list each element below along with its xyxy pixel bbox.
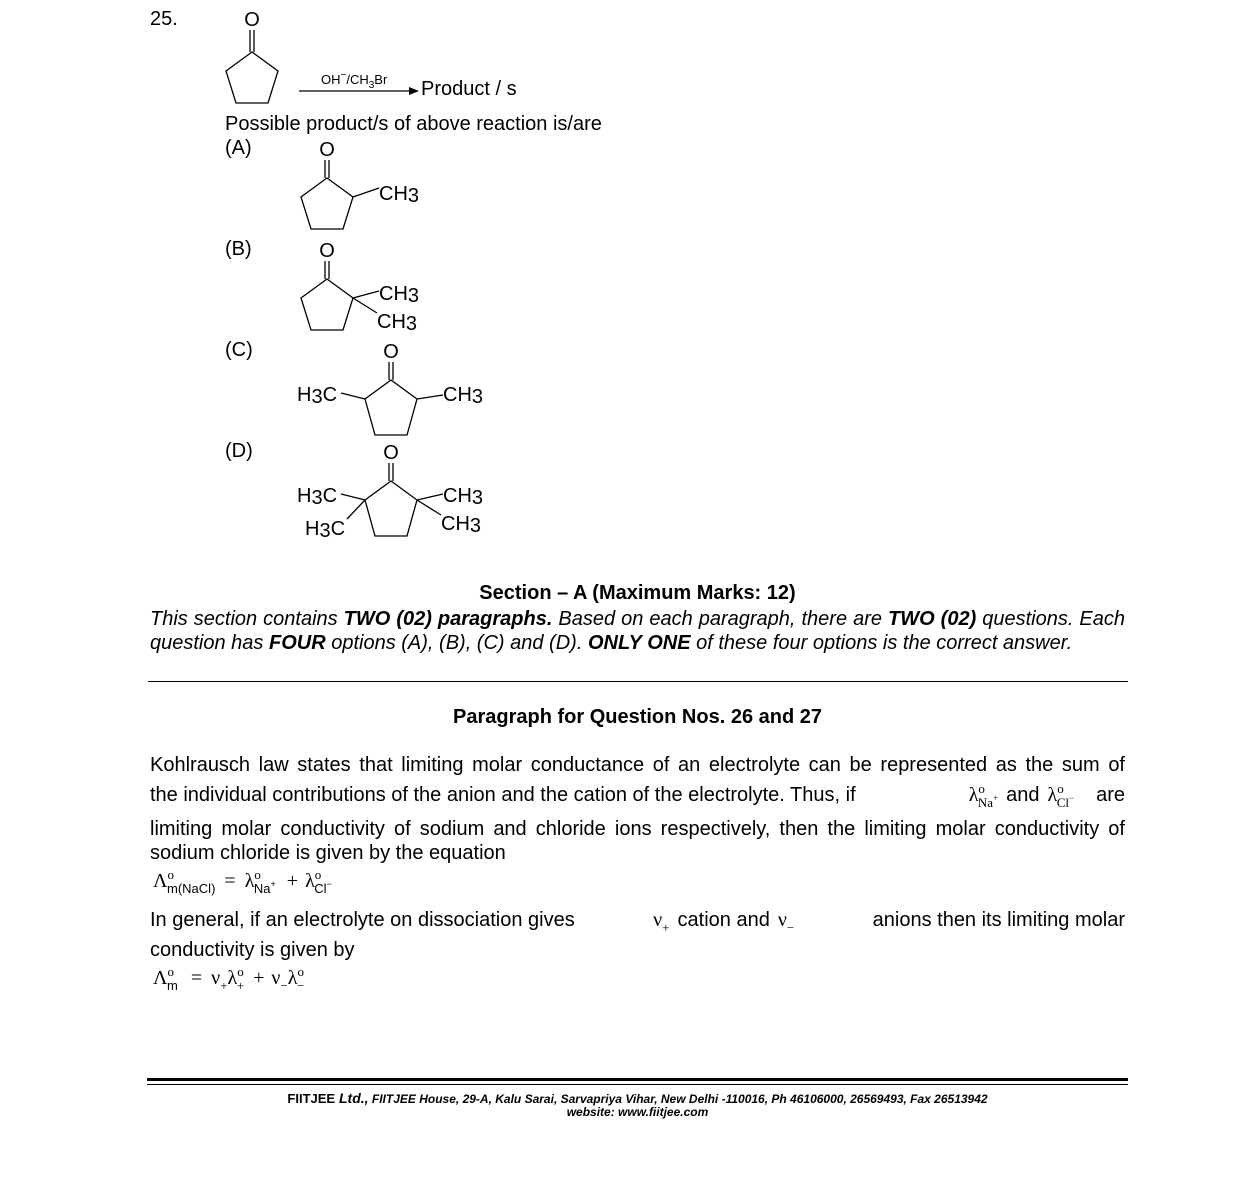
footer-rule-thick — [147, 1078, 1128, 1081]
svg-text:H3C: H3C — [297, 485, 338, 509]
footer-rule-thin — [147, 1084, 1128, 1085]
question-prompt: Possible product/s of above reaction is/are — [225, 113, 602, 135]
svg-text:O: O — [383, 341, 399, 363]
equation-general: $\Lambda^o_m = \nu_+\lambda^o_+ + \nu_-\lambda^o_-$ — [153, 964, 305, 993]
question-number: 25. — [150, 8, 178, 30]
option-a-structure — [285, 136, 445, 240]
svg-text:CH3: CH3 — [377, 311, 418, 335]
product-label: Product / s — [421, 78, 517, 100]
footer-website[interactable]: website: www.fiitjee.com — [566, 1105, 709, 1119]
equation-nacl: $\Lambda^o_{m(NaCl)} = \lambda^o_{Na^+} + \lambda^o_{Cl^-}$ — [153, 867, 332, 896]
oxygen-label: O — [244, 9, 260, 31]
cyclopentanone-structure — [226, 30, 278, 103]
svg-text:H3C: H3C — [297, 384, 338, 408]
svg-text:CH3: CH3 — [443, 384, 484, 408]
paragraph-line-3: limiting molar conductivity of sodium and chloride ions respectively, then the limiting molar conductivity of — [150, 818, 1125, 840]
option-d-structure — [285, 439, 505, 549]
reagent-label: $OH^-/CH_3Br$ — [321, 70, 388, 91]
section-heading: Section – A (Maximum Marks: 12) — [479, 582, 796, 604]
paragraph-heading: Paragraph for Question Nos. 26 and 27 — [453, 706, 822, 728]
lambda-cl-term: $\lambda^o_{Cl^-}$ — [1047, 781, 1075, 810]
reaction-scheme — [215, 4, 545, 116]
option-c-structure — [285, 338, 505, 442]
option-b-label[interactable]: (B) — [225, 238, 252, 260]
option-d-label[interactable]: (D) — [225, 440, 253, 462]
option-a-label[interactable]: (A) — [225, 137, 252, 159]
svg-text:O: O — [319, 139, 335, 161]
lambda-na-term: $\lambda^o_{Na^+}$ — [968, 781, 999, 810]
paragraph-line-5: In general, if an electrolyte on dissociation gives $\nu_+$ cation and $\nu_-$ anions then its limiting molar — [150, 909, 1125, 935]
paragraph-line-1: Kohlrausch law states that limiting molar conductance of an electrolyte can be represented as the sum of — [150, 754, 1125, 776]
paragraph-line-4: sodium chloride is given by the equation — [150, 842, 506, 864]
svg-text:CH3: CH3 — [379, 183, 420, 207]
svg-text:O: O — [319, 240, 335, 262]
svg-text:CH3: CH3 — [441, 513, 482, 537]
section-divider — [148, 681, 1128, 682]
svg-text:O: O — [383, 442, 399, 464]
paragraph-line-2: the individual contributions of the anion and the cation of the electrolyte. Thus, if $\lambda^o_{Na^+}$ and $\lambda^o_{Cl^-}$ are — [150, 781, 1125, 810]
paragraph-line-6: conductivity is given by — [150, 939, 355, 961]
svg-text:CH3: CH3 — [379, 283, 420, 307]
arrow-head — [409, 87, 419, 95]
svg-text:H3C: H3C — [305, 518, 346, 542]
section-instructions: This section contains TWO (02) paragraphs. Based on each paragraph, there are TWO (02) questions. Each question has FOUR options (A), (B), (C) and (D). ONLY ONE of these four options is the correct answer. — [150, 608, 1126, 654]
footer-address: FIITJEE Ltd., FIITJEE House, 29-A, Kalu Sarai, Sarvapriya Vihar, New Delhi -110016, Ph 46106000, 26569493, Fax 26513942 — [287, 1090, 988, 1106]
option-b-structure — [285, 237, 445, 341]
option-c-label[interactable]: (C) — [225, 339, 253, 361]
svg-text:CH3: CH3 — [443, 485, 484, 509]
